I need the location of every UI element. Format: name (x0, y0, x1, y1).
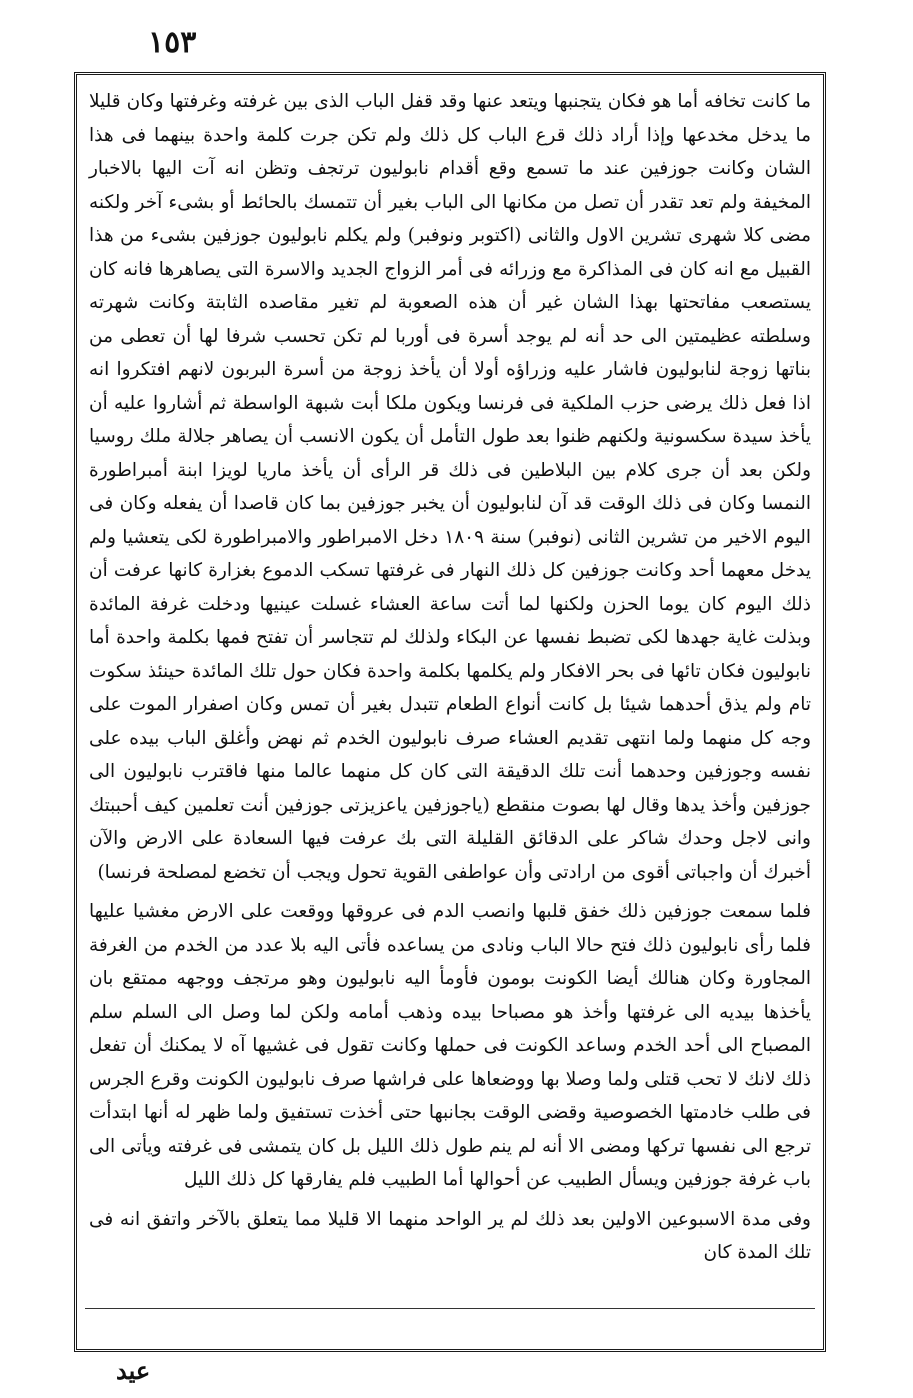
catchword: عيد (116, 1356, 151, 1385)
bottom-rule (85, 1308, 815, 1309)
body-text (89, 85, 811, 1270)
text-frame (74, 72, 826, 1352)
page-number: ١٥٣ (148, 25, 197, 60)
paragraph-2: فلما سمعت جوزفين ذلك خفق قلبها وانصب الدم فى عروقها ووقعت على الارض مغشيا عليها فلما رأى نابوليون ذلك فتح حالا الباب ونادى من يساعده فأتى اليه بلا عدد من الخدم من الغرفة المجاورة وكان هنالك أيضا الكونت بومون فأومأ اليه نابوليون وهو مرتجف ووجهه ممتقع بان يأخذها بيديه الى غرفتها وأخذ هو مصباحا بيده وذهب أمامه ولكن لما وصل الى السلم سلم المصباح الى أحد الخدم وساعد الكونت فى حملها وكانت تقول فى غشيها آه لا يمكنك أن تفعل ذلك لانك لا تحب قتلى ولما وصلا بها ووضعاها على فراشها صرف نابوليون الكونت وقرع الجرس فى طلب خادمتها الخصوصية وقضى الوقت بجانبها حتى أخذت تستفيق ولما ظهر له أنها ابتدأت ترجع الى نفسها تركها ومضى الا أنه لم ينم طول ذلك الليل بل كان يتمشى فى غرفته ويأتى الى باب غرفة جوزفين ويسأل الطبيب عن أحوالها أما الطبيب فلم يفارقها كل ذلك الليل (89, 901, 811, 1190)
paragraph-1: ما كانت تخافه أما هو فكان يتجنبها ويتعد عنها وقد قفل الباب الذى بين غرفته وغرفتها وكان قليلا ما يدخل مخدعها وإذا أراد ذلك قرع الباب كل ذلك ولم تكن جرت كلمة واحدة بينهما فى هذا الشان وكانت جوزفين عند ما تسمع وقع أقدام نابوليون ترتجف وتظن انه آت اليها بالاخبار المخيفة ولم تعد تقدر أن تصل من مكانها الى الباب بغير أن تتمسك بالحائط أو بشىء آخر ولكنه مضى كلا شهرى تشرين الاول والثانى (اكتوبر ونوفبر) ولم يكلم نابوليون جوزفين بشىء من هذا القبيل مع انه كان فى المذاكرة مع وزرائه فى أمر الزواج الجديد والاسرة التى يصاهرها فانه كان يستصعب مفاتحتها بهذا الشان غير أن هذه الصعوبة لم تغير مقاصده الثابتة وكانت شهرته وسلطته عظيمتين الى حد أنه لم يوجد أسرة فى أوربا لم تكن تحسب شرفا لها أن تعطى من بناتها زوجة لنابوليون فاشار عليه وزراؤه أولا أن يأخذ زوجة من أسرة البربون لانهم افتكروا انه اذا فعل ذلك يرضى حزب الملكية فى فرنسا ويكون ملكا أبت شبهة الواسطة ثم أشاروا عليه أن يأخذ سيدة سكسونية ولكنهم ظنوا بعد طول التأمل أن يكون الانسب أن يصاهر جلالة ملك روسيا ولكن بعد أن جرى كلام بين البلاطين فى ذلك قر الرأى أن يأخذ ماريا لويزا ابنة أمبراطورة النمسا وكان فى ذلك الوقت قد آن لنابوليون أن يخبر جوزفين بما كان قاصدا أن يفعله وكان فى اليوم الاخير من تشرين الثانى (نوفبر) سنة ١٨٠٩ دخل الامبراطور والامبراطورة لكى يتعشيا ولم يدخل معهما أحد وكانت جوزفين كل ذلك النهار فى غرفتها تسكب الدموع بغزارة كانها عرفت أن ذلك اليوم كان يوما الحزن ولكنها لما أتت ساعة العشاء غسلت عينيها ودخلت غرفة المائدة وبذلت غاية جهدها لكى تضبط نفسها عن البكاء ولذلك لم تتجاسر أن تفتح فمها بكلمة واحدة أما نابوليون فكان تائها فى بحر الافكار ولم يكلمها بكلمة واحدة فكان حول تلك المائدة حينئذ سكوت تام ولم يذق أحدهما شيئا بل كانت أنواع الطعام تتبدل بغير أن تمس وكان اصفرار الموت على وجه كل منهما ولما انتهى تقديم العشاء صرف نابوليون الخدم ثم نهض وأغلق الباب بيده على نفسه وجوزفين وحدهما أنت تلك الدقيقة التى كان كل منهما عالما منها فاقترب نابوليون الى جوزفين وأخذ يدها وقال لها بصوت منقطع (ياجوزفين ياعزيزتى جوزفين أنت تعلمين كيف أحببتك وانى لاجل وحدك شاكر على الدقائق القليلة التى بك عرفت فيها السعادة على الارض والآن أخبرك أن واجباتى أقوى من ارادتى وأن عواطفى القوية تحول ويجب أن تخضع لمصلحة فرنسا) (89, 91, 811, 883)
paragraph-3: وفى مدة الاسبوعين الاولين بعد ذلك لم ير الواحد منهما الا قليلا مما يتعلق بالآخر واتفق انه فى تلك المدة كان (89, 1208, 811, 1263)
